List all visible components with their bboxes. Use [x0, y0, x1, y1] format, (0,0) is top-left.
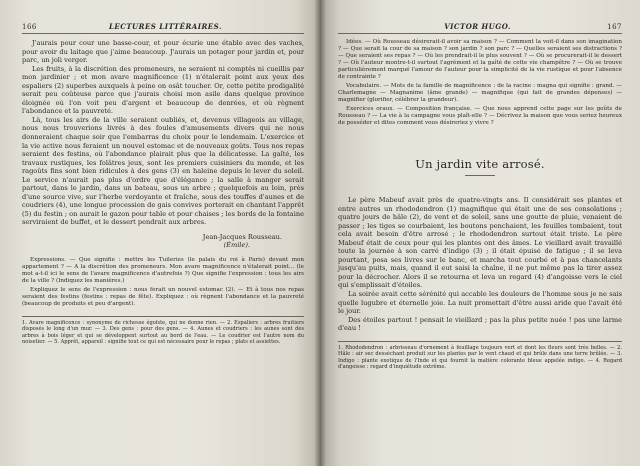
footnote-text: 1. Avare magnificence : synonyme de richesse égoïste, qui ne donne rien. — 2. Espaliers : arbres fruitiers disposés le long d'un mur. — 3. Des gens : pour des gens. — 4. Aunes et coudriers : les aunes sont des arbres à bois léger et qui se développent surtout au bord de l'eau. — Le coudrier est l'autre nom du noisetier. — 5. Apprêt, appareil : signifie tout ce qui est nécessaire pour le repas ; plats et assiettes. [22, 320, 304, 346]
exercises-right [338, 39, 622, 127]
paragraph: Le père Mabeuf avait près de quatre-vingts ans. Il considérait ses plantes et entre autres un rhododendron (1) magnifique qui était une de ses consolations ; quatre jours de hâle (2), de vent et de soleil, sans une goutte de pluie, venaient de passer ; les tiges se courbaient, les boutons penchaient, les feuilles tombaient, tout cela avait besoin d'être arrosé ; le rhododendron surtout était triste. Le père Mabeuf était de ceux pour qui les plantes ont des âmes. Le vieillard avait travaillé toute la journée à son carré d'indigo (3) ; il était épuisé de fatigue ; il se leva pourtant, posa ses livres sur le banc, et marcha tout courbé et à pas chancelants jusqu'au puits, mais, quand il eut saisi la chaîne, il ne put même pas la tirer assez pour la décrocher. Alors il se retourna et leva un regard (4) d'angoisse vers le ciel qui s'emplissait d'étoiles. [338, 196, 622, 290]
paragraph: La soirée avait cette sérénité qui accable les douleurs de l'homme sous je ne sais quelle lugubre et éternelle joie. La nuit promettait d'être aussi aride que l'avait été le jour. [338, 290, 622, 316]
source-work: (Émile). [223, 241, 250, 250]
exercise-paragraph: Idées. — Où Rousseau désirerait-il avoir sa maison ? — Comment la voit-il dans son imagination ? — Que serait la cour de sa maison ? son jardin ? son parc ? — Quelles seraient ses distractions ? — Que seraient ses repas ? — Où les prendrait-il le plus souvent ? — Où se procurerait-il le dessert ? — Où l'auteur montre-t-il surtout l'agrément et la gaîté de cette vie champêtre ? — Où se trouve particulièrement marqué l'amour de l'auteur pour la simplicité de la vie rustique et pour l'absence de contrainte ? [338, 39, 622, 80]
running-title-right: VICTOR HUGO. [444, 22, 511, 31]
running-head-right [338, 22, 622, 34]
rousseau-text [22, 39, 304, 227]
book-gutter [314, 0, 326, 466]
running-head-left [22, 22, 304, 34]
footnotes-right [338, 341, 622, 371]
footnote-text: 1. Rhododendron : arbrisseau d'ornement à feuillage toujours vert et dont les fleurs sont très belles. — 2. Hâle : air sec desséchant produit sur les plantes par le vent chaud et qui brûle dans une terre brûlée. — 3. Indigo : plante exotique de l'Inde et qui fournit la matière colorante bleue appelée indigo. — 4. Regard d'angoisse : regard d'inquiétude extrême. [338, 344, 622, 370]
exercise-paragraph: Expliquez le sens de l'expression : nous ferait un nouvel estomac (2). — Et à tous nos repas seraient des festins (festins : repas de fête). Expliquez : où règnent l'abondance et la pauvreté (beaucoup de produits et peu d'argent). [22, 287, 304, 308]
paragraph: Des étoiles partout ! pensait le vieillard ; pas la plus petite nuée ! pas une larme d'eau ! [338, 315, 622, 333]
page-number-left: 166 [22, 23, 37, 31]
hugo-text [338, 196, 622, 333]
footnotes-left [22, 316, 304, 346]
page-number-right: 167 [607, 23, 622, 31]
paragraph: Les fruits, à la discrétion des promeneurs, ne seraient ni comptés ni cueillis par mon jardinier ; et mon avare magnificence (1) n'étalerait point aux yeux des espaliers (2) superbes auxquels à peine on osât toucher. Or, cette petite prodigalité serait peu coûteuse parce que j'aurais choisi mon asile dans quelque province éloignée où l'on voit peu d'argent et beaucoup de denrées, et où règnent l'abondance et la pauvreté. [22, 64, 304, 116]
running-title-left: LECTURES LITTÉRAIRES. [108, 22, 222, 31]
paragraph: Là, tous les airs de la ville seraient oubliés, et, devenus villageois au village, nous nous trouverions livrés à des foules d'amusements divers qui ne nous donneraient chaque soir que l'embarras du choix pour le lendemain. L'exercice et la vie active nous feraient un nouvel estomac et de nouveaux goûts. Tous nos repas seraient des festins, où l'abondance plairait plus que la délicatesse. La gaîté, les travaux rustiques, les folâtres jeux, sont les premiers cuisiniers du monde, et les ragoûts fins sont bien ridicules à des gens (3) en haleine depuis le lever du soleil. Le service n'aurait pas plus d'ordre que d'élégance ; la salle à manger serait partout, dans le jardin, dans un bateau, sous un arbre ; quelquefois au loin, près d'une source vive, sur l'herbe verdoyante et fraîche, sous des touffes d'aunes et de coudriers (4), une longue procession de gais convives porterait en chantant l'apprêt (5) du festin ; on aurait le gazon pour table et pour chaises ; les bords de la fontaine serviraient de buffet, et le dessert pendrait aux arbres. [22, 115, 304, 227]
exercises-left [22, 257, 304, 308]
exercise-paragraph: Expressions. — Que signifie : mettre les Tuileries (le palais du roi à Paris) devant mon appartement ? — A la discrétion des promeneurs. Mon avare magnificence n'étalerait point... (le mot a-t-il ici le sens de l'avare magnificence d'autrefois ?) Que signifie l'expression : tous les airs de la ville ? (Indiquez les manières.) [22, 257, 304, 285]
paragraph: J'aurais pour cour une basse-cour, et pour écurie une étable avec des vaches, pour avoir du laitage que j'aime beaucoup. J'aurais un potager pour jardin et, pour parc, un joli verger. [22, 39, 304, 65]
author-name: Jean-Jacques Rousseau. [202, 233, 282, 242]
exercise-paragraph: Vocabulaire. — Mots de la famille de magnificence : de la racine : magna qui signifie : grand. — Charlemagne — Magnanime (âme grande) — magnifique (qui fait de grandes dépenses) — magnifier (glorifier, célébrer la grandeur). [338, 83, 622, 103]
right-page [320, 0, 640, 466]
exercise-paragraph: Exercices oraux. — Composition française. — Que nous apprend cette page sur les goûts de Rousseau ? — La vie à la campagne vous plaît-elle ? — Décrivez la maison que vous seriez heureux de posséder et dites comment vous désireriez y vivre ? [338, 106, 622, 126]
chapter-title: Un jardin vite arrosé. [338, 157, 622, 176]
author-signature [22, 233, 304, 249]
